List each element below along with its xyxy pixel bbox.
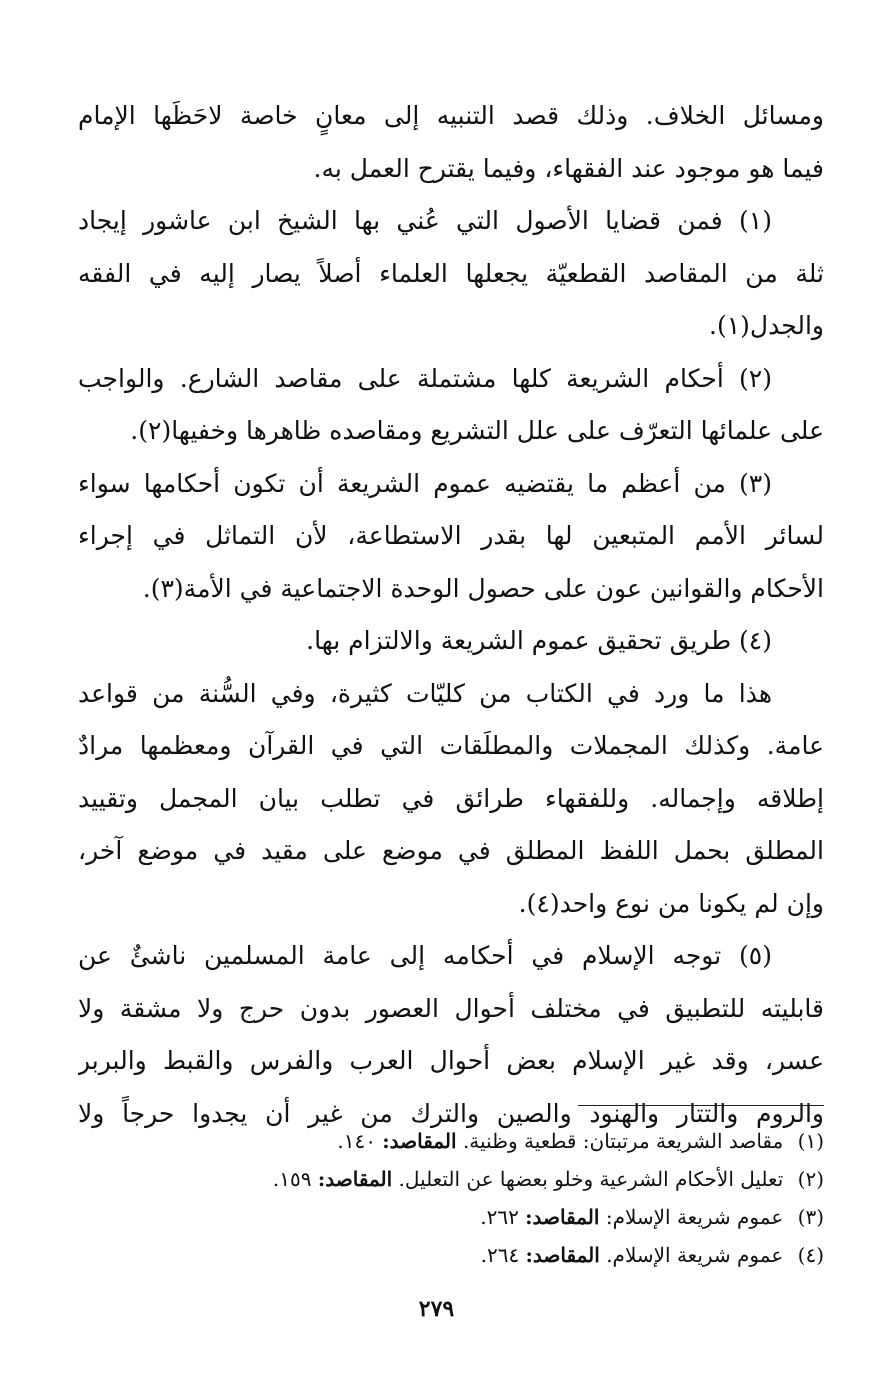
- footnote: [78, 1236, 824, 1274]
- footnote: [78, 1122, 824, 1160]
- body-line: ومسائل الخلاف. وذلك قصد التنبيه إلى معانٍ خاصة لاحَظَها الإمام: [78, 101, 824, 130]
- body-line: الأحكام والقوانين عون على حصول الوحدة الاجتماعية في الأمة(٣).: [142, 573, 824, 603]
- footnote-number: (٤): [797, 1243, 824, 1267]
- body-line: (١) فمن قضايا الأصول التي عُني بها الشيخ ابن عاشور إيجاد: [78, 206, 772, 235]
- footnote-source: المقاصد:: [525, 1205, 600, 1229]
- body-line: (٢) أحكام الشريعة كلها مشتملة على مقاصد الشارع. والواجب: [78, 363, 772, 393]
- body-line: قابليته للتطبيق في مختلف أحوال العصور بدون حرج ولا مشقة ولا: [78, 993, 824, 1023]
- footnote-source: المقاصد:: [317, 1167, 393, 1191]
- footnote: [78, 1160, 824, 1198]
- body-line: فيما هو موجود عند الفقهاء، وفيما يقترح العمل به.: [313, 153, 824, 183]
- footnote-text: عموم شريعة الإسلام.: [606, 1243, 784, 1267]
- body-line: ثلة من المقاصد القطعيّة يجعلها العلماء أصلاً يصار إليه في الفقه: [78, 258, 824, 288]
- body-line: (٥) توجه الإسلام في أحكامه إلى عامة المسلمين ناشئٌ عن: [78, 941, 772, 970]
- footnote-separator: [578, 1105, 824, 1106]
- body-line: إطلاقه وإجماله. وللفقهاء طرائق في تطلب بيان المجمل وتقييد: [78, 783, 824, 813]
- footnote-number: (١): [797, 1129, 824, 1153]
- body-line: والروم والتتار والهنود والصين والترك من غير أن يجدوا حرجاً ولا: [78, 1098, 824, 1128]
- footnote-page: ٢٦٢.: [480, 1205, 519, 1229]
- footnote-page: ٢٦٤.: [480, 1243, 520, 1267]
- body-line: وإن لم يكونا من نوع واحد(٤).: [518, 888, 824, 918]
- body-text: [78, 90, 824, 1140]
- body-line: المطلق بحمل اللفظ المطلق في موضع على مقيد في موضع آخر،: [78, 836, 824, 865]
- footnote-source: المقاصد:: [525, 1243, 600, 1267]
- footnote-number: (٣): [797, 1205, 824, 1229]
- body-line: هذا ما ورد في الكتاب من كليّات كثيرة، وفي السُّنة من قواعد: [78, 678, 772, 708]
- footnotes: [78, 1122, 824, 1274]
- footnote-number: (٢): [797, 1167, 824, 1191]
- footnote-page: ١٥٩.: [272, 1167, 312, 1191]
- body-line: على علمائها التعرّف على علل التشريع ومقاصده ظاهرها وخفيها(٢).: [130, 416, 824, 445]
- page-number: ٢٧٩: [418, 1296, 455, 1322]
- body-line: عامة. وكذلك المجملات والمطلَقات التي في القرآن ومعظمها مرادٌ: [78, 731, 824, 760]
- footnote-text: عموم شريعة الإسلام:: [605, 1205, 784, 1229]
- footnote: [78, 1198, 824, 1236]
- footnote-text: تعليل الأحكام الشرعية وخلو بعضها عن التعليل.: [398, 1167, 784, 1191]
- body-line: لسائر الأمم المتبعين لها بقدر الاستطاعة، لأن التماثل في إجراء: [78, 521, 824, 550]
- footnote-source: المقاصد:: [382, 1129, 457, 1153]
- body-line: عسر، وقد غير الإسلام بعض أحوال العرب والفرس والقبط والبربر: [78, 1046, 824, 1075]
- body-line: (٣) من أعظم ما يقتضيه عموم الشريعة أن تكون أحكامها سواء: [78, 468, 772, 498]
- body-line: والجدل(١).: [709, 311, 824, 340]
- footnote-page: ١٤٠.: [337, 1129, 376, 1153]
- footnote-text: مقاصد الشريعة مرتبتان: قطعية وظنية.: [462, 1129, 784, 1153]
- body-line: (٤) طريق تحقيق عموم الشريعة والالتزام بها.: [306, 626, 772, 655]
